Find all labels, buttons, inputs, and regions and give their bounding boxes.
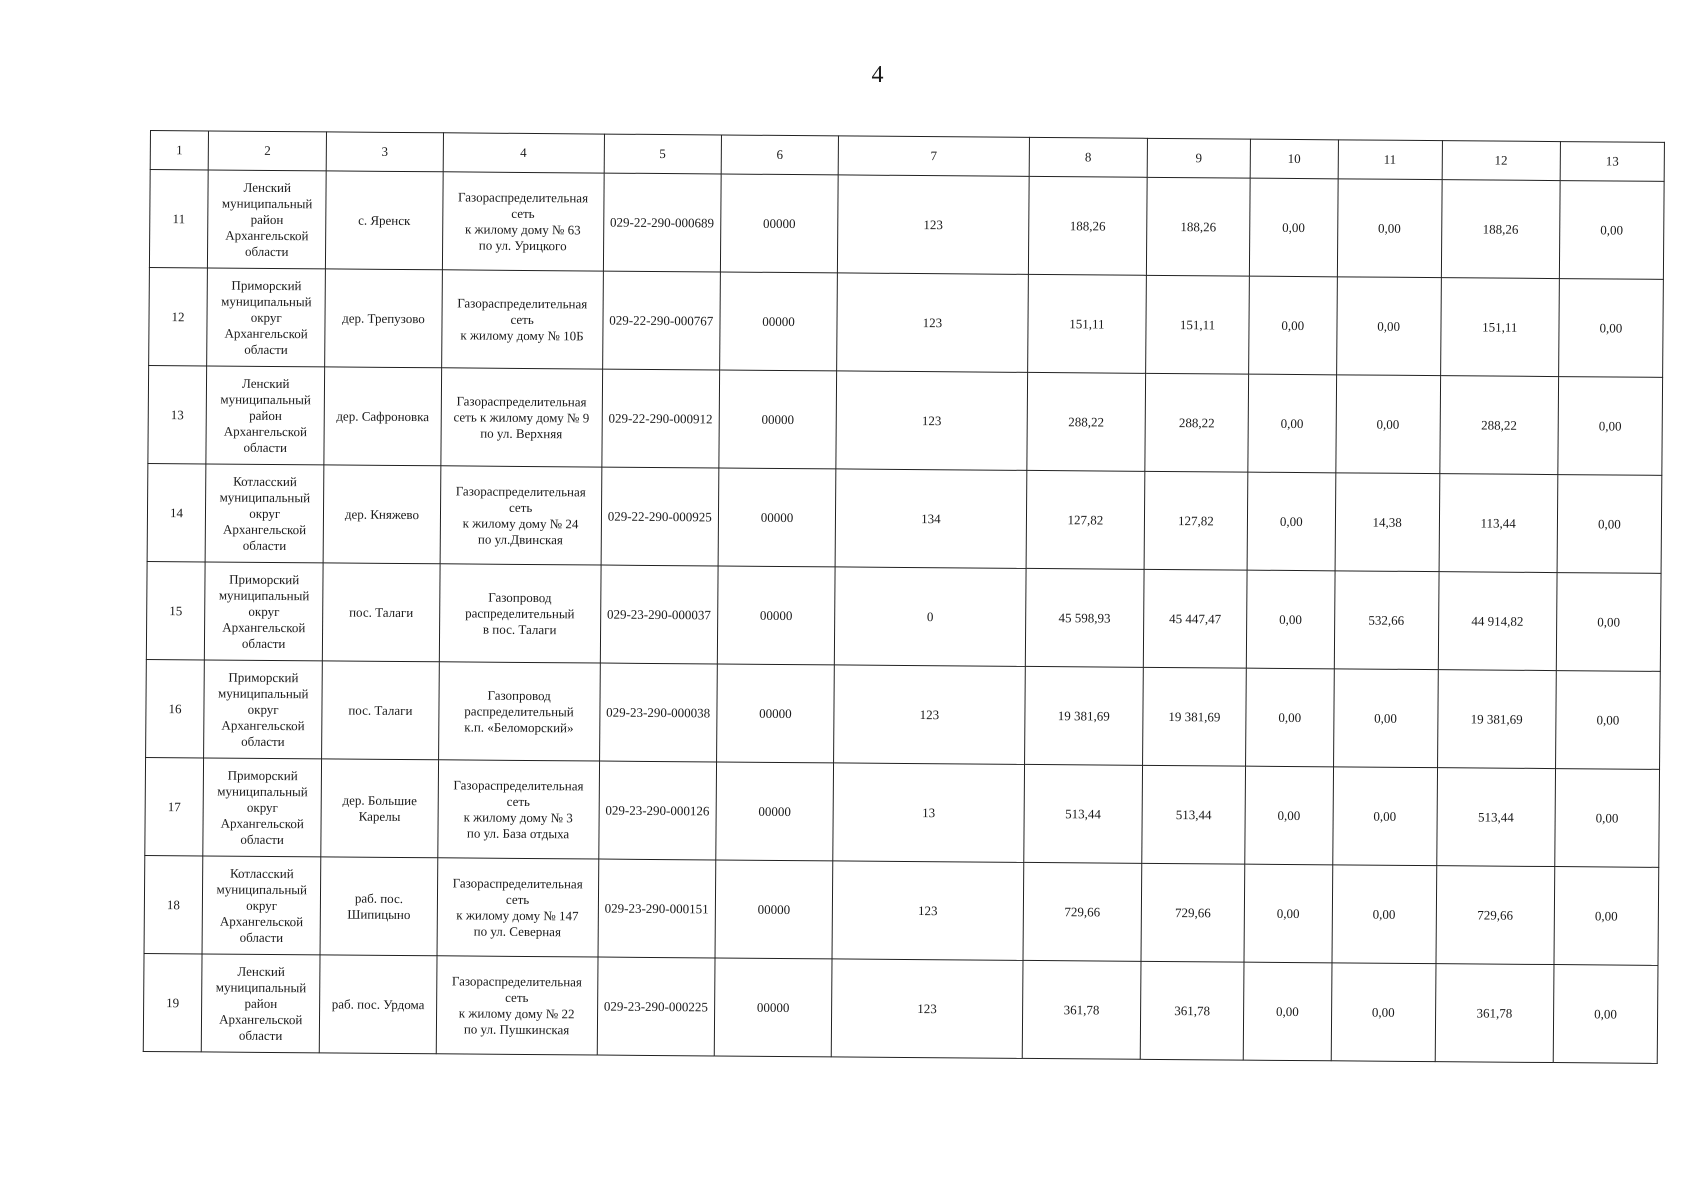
table-cell-col-8: 151,11 bbox=[1027, 274, 1146, 373]
table-cell-col-9: 361,78 bbox=[1140, 961, 1244, 1060]
table-row bbox=[148, 365, 1663, 475]
table-cell-col-4: Газораспределительная сеть к жилому дому № 9 по ул. Верхняя bbox=[440, 368, 602, 467]
table-cell-col-8: 361,78 bbox=[1022, 960, 1141, 1059]
column-header-1: 1 bbox=[150, 131, 208, 170]
table-cell-col-5: 029-23-290-000126 bbox=[598, 761, 716, 860]
page-number: 4 bbox=[871, 62, 884, 88]
table-cell-col-4: Газораспределительная сеть к жилому дому № 24 по ул.Двинская bbox=[440, 466, 602, 565]
table-cell-col-13: 0,00 bbox=[1557, 475, 1662, 574]
column-header-10: 10 bbox=[1250, 139, 1338, 179]
table-cell-col-8: 127,82 bbox=[1026, 470, 1145, 569]
table-cell-col-13: 0,00 bbox=[1553, 965, 1658, 1064]
column-header-7: 7 bbox=[838, 136, 1029, 176]
column-header-5: 5 bbox=[604, 134, 722, 174]
table-row bbox=[143, 953, 1658, 1063]
table-cell-col-8: 188,26 bbox=[1028, 176, 1147, 275]
column-header-12: 12 bbox=[1442, 141, 1561, 181]
table-cell-col-1: 17 bbox=[145, 757, 204, 855]
table-cell-col-2: Котласский муниципальный округ Архангельской области bbox=[202, 856, 321, 955]
table-body bbox=[143, 170, 1664, 1064]
table-cell-col-9: 45 447,47 bbox=[1143, 569, 1247, 668]
table-row bbox=[145, 757, 1660, 867]
table-cell-col-9: 188,26 bbox=[1146, 177, 1250, 276]
table-cell-col-9: 151,11 bbox=[1146, 275, 1250, 374]
table-cell-col-4: Газораспределительная сеть к жилому дому № 147 по ул. Северная bbox=[437, 858, 599, 957]
table-cell-col-1: 13 bbox=[148, 365, 207, 463]
table-cell-col-5: 029-22-290-000767 bbox=[602, 271, 720, 370]
table-cell-col-12: 288,22 bbox=[1439, 376, 1558, 475]
table-cell-col-1: 12 bbox=[149, 267, 208, 365]
column-header-8: 8 bbox=[1029, 137, 1148, 177]
table-cell-col-10: 0,00 bbox=[1246, 668, 1334, 767]
table-cell-col-2: Приморский муниципальный округ Архангельской области bbox=[207, 268, 326, 367]
table-cell-col-11: 14,38 bbox=[1335, 473, 1440, 572]
table-cell-col-3: раб. пос. Шипицыно bbox=[320, 857, 437, 956]
table-cell-col-7: 123 bbox=[834, 665, 1025, 764]
table-cell-col-10: 0,00 bbox=[1245, 766, 1333, 865]
table-cell-col-6: 00000 bbox=[715, 860, 833, 959]
table-container bbox=[143, 130, 1665, 1064]
table-cell-col-13: 0,00 bbox=[1555, 671, 1660, 770]
table-row bbox=[149, 267, 1664, 377]
table-cell-col-10: 0,00 bbox=[1248, 374, 1336, 473]
table-cell-col-11: 0,00 bbox=[1336, 375, 1441, 474]
table-cell-col-3: раб. пос. Урдома bbox=[320, 955, 437, 1054]
table-cell-col-10: 0,00 bbox=[1246, 570, 1334, 669]
table-cell-col-6: 00000 bbox=[720, 272, 838, 371]
table-cell-col-3: дер. Трепузово bbox=[325, 269, 442, 368]
table-cell-col-8: 513,44 bbox=[1024, 764, 1143, 863]
column-header-6: 6 bbox=[721, 135, 839, 175]
table-cell-col-13: 0,00 bbox=[1558, 279, 1663, 378]
table-row bbox=[144, 855, 1659, 965]
table-cell-col-5: 029-23-290-000151 bbox=[598, 859, 716, 958]
table-cell-col-7: 134 bbox=[835, 469, 1026, 568]
table-cell-col-11: 0,00 bbox=[1331, 963, 1436, 1062]
table-cell-col-12: 113,44 bbox=[1439, 474, 1558, 573]
table-cell-col-12: 151,11 bbox=[1440, 278, 1559, 377]
table-cell-col-4: Газопровод распределительный в пос. Талаги bbox=[439, 564, 601, 663]
table-cell-col-5: 029-23-290-000225 bbox=[597, 957, 715, 1056]
table-cell-col-8: 45 598,93 bbox=[1025, 568, 1144, 667]
table-cell-col-12: 188,26 bbox=[1441, 180, 1560, 279]
table-cell-col-9: 288,22 bbox=[1145, 373, 1249, 472]
table-cell-col-12: 729,66 bbox=[1436, 866, 1555, 965]
table-cell-col-9: 729,66 bbox=[1141, 863, 1245, 962]
table-row bbox=[147, 463, 1662, 573]
table-cell-col-3: пос. Талаги bbox=[322, 661, 439, 760]
table-cell-col-2: Ленский муниципальный район Архангельской области bbox=[208, 170, 327, 269]
table-cell-col-1: 11 bbox=[149, 170, 208, 268]
table-cell-col-2: Приморский муниципальный округ Архангельской области bbox=[203, 758, 322, 857]
table-cell-col-13: 0,00 bbox=[1559, 181, 1664, 280]
table-cell-col-13: 0,00 bbox=[1556, 573, 1661, 672]
column-header-3: 3 bbox=[327, 132, 444, 172]
table-cell-col-1: 18 bbox=[144, 855, 203, 953]
column-header-11: 11 bbox=[1338, 140, 1442, 180]
table-cell-col-7: 13 bbox=[833, 763, 1024, 862]
table-cell-col-12: 44 914,82 bbox=[1438, 572, 1557, 671]
column-header-9: 9 bbox=[1147, 138, 1250, 178]
table-cell-col-11: 0,00 bbox=[1332, 865, 1437, 964]
table-cell-col-9: 513,44 bbox=[1142, 765, 1246, 864]
table-cell-col-6: 00000 bbox=[716, 664, 834, 763]
table-cell-col-2: Котласский муниципальный округ Архангельской области bbox=[205, 464, 324, 563]
table-cell-col-12: 361,78 bbox=[1435, 964, 1554, 1063]
table-cell-col-6: 00000 bbox=[719, 370, 837, 469]
table-cell-col-1: 19 bbox=[143, 953, 202, 1051]
table-cell-col-8: 729,66 bbox=[1023, 862, 1142, 961]
table-cell-col-10: 0,00 bbox=[1244, 864, 1332, 963]
table-cell-col-8: 19 381,69 bbox=[1024, 666, 1143, 765]
table-cell-col-8: 288,22 bbox=[1027, 372, 1146, 471]
table-cell-col-11: 0,00 bbox=[1337, 179, 1442, 278]
table-cell-col-3: с. Яренск bbox=[326, 171, 443, 270]
table-cell-col-4: Газораспределительная сеть к жилому дому № 22 по ул. Пушкинская bbox=[436, 956, 598, 1055]
table-cell-col-7: 123 bbox=[831, 959, 1022, 1058]
table-cell-col-2: Ленский муниципальный район Архангельской области bbox=[201, 954, 320, 1053]
table-cell-col-9: 127,82 bbox=[1144, 471, 1248, 570]
table-cell-col-10: 0,00 bbox=[1249, 178, 1337, 277]
table-cell-col-2: Приморский муниципальный округ Архангельской области bbox=[204, 660, 323, 759]
table-cell-col-5: 029-22-290-000925 bbox=[601, 467, 719, 566]
table-cell-col-5: 029-22-290-000689 bbox=[603, 173, 721, 272]
table-cell-col-7: 0 bbox=[834, 567, 1025, 666]
table-cell-col-13: 0,00 bbox=[1554, 867, 1659, 966]
table-cell-col-6: 00000 bbox=[716, 762, 834, 861]
table-cell-col-11: 0,00 bbox=[1332, 767, 1437, 866]
table-cell-col-4: Газораспределительная сеть к жилому дому № 10Б bbox=[441, 270, 603, 369]
table-cell-col-11: 532,66 bbox=[1334, 571, 1439, 670]
table-cell-col-7: 123 bbox=[832, 861, 1023, 960]
table-row bbox=[146, 659, 1661, 769]
table-cell-col-4: Газопровод распределительный к.п. «Беломорский» bbox=[438, 662, 600, 761]
column-header-4: 4 bbox=[443, 133, 604, 173]
objects-table bbox=[143, 130, 1665, 1064]
table-cell-col-10: 0,00 bbox=[1249, 276, 1337, 375]
table-row bbox=[149, 170, 1664, 280]
table-cell-col-3: дер. Сафроновка bbox=[324, 367, 441, 466]
table-cell-col-1: 15 bbox=[146, 561, 205, 659]
table-cell-col-7: 123 bbox=[838, 175, 1029, 274]
table-cell-col-9: 19 381,69 bbox=[1143, 667, 1247, 766]
table-cell-col-3: пос. Талаги bbox=[323, 563, 440, 662]
table-cell-col-6: 00000 bbox=[718, 468, 836, 567]
table-cell-col-1: 14 bbox=[147, 463, 206, 561]
table-cell-col-10: 0,00 bbox=[1247, 472, 1335, 571]
table-cell-col-6: 00000 bbox=[720, 174, 838, 273]
table-cell-col-2: Приморский муниципальный округ Архангельской области bbox=[204, 562, 323, 661]
table-cell-col-12: 19 381,69 bbox=[1437, 670, 1556, 769]
table-cell-col-2: Ленский муниципальный район Архангельской области bbox=[206, 366, 325, 465]
table-cell-col-1: 16 bbox=[146, 659, 205, 757]
table-cell-col-4: Газораспределительная сеть к жилому дому № 3 по ул. База отдыха bbox=[437, 760, 599, 859]
table-cell-col-3: дер. Княжево bbox=[323, 465, 440, 564]
table-cell-col-11: 0,00 bbox=[1333, 669, 1438, 768]
table-cell-col-13: 0,00 bbox=[1558, 377, 1663, 476]
table-cell-col-10: 0,00 bbox=[1243, 962, 1331, 1061]
table-cell-col-4: Газораспределительная сеть к жилому дому № 63 по ул. Урицкого bbox=[442, 172, 604, 271]
table-cell-col-6: 00000 bbox=[714, 958, 832, 1057]
table-cell-col-6: 00000 bbox=[717, 566, 835, 665]
table-cell-col-13: 0,00 bbox=[1555, 769, 1660, 868]
table-cell-col-12: 513,44 bbox=[1436, 768, 1555, 867]
column-header-13: 13 bbox=[1560, 142, 1664, 182]
table-cell-col-5: 029-23-290-000038 bbox=[599, 663, 717, 762]
table-cell-col-5: 029-23-290-000037 bbox=[600, 565, 718, 664]
table-row bbox=[146, 561, 1661, 671]
table-cell-col-5: 029-22-290-000912 bbox=[602, 369, 720, 468]
column-header-2: 2 bbox=[208, 131, 327, 171]
table-cell-col-11: 0,00 bbox=[1336, 277, 1441, 376]
table-cell-col-3: дер. Большие Карелы bbox=[321, 759, 438, 858]
table-cell-col-7: 123 bbox=[837, 273, 1028, 372]
table-cell-col-7: 123 bbox=[836, 371, 1027, 470]
